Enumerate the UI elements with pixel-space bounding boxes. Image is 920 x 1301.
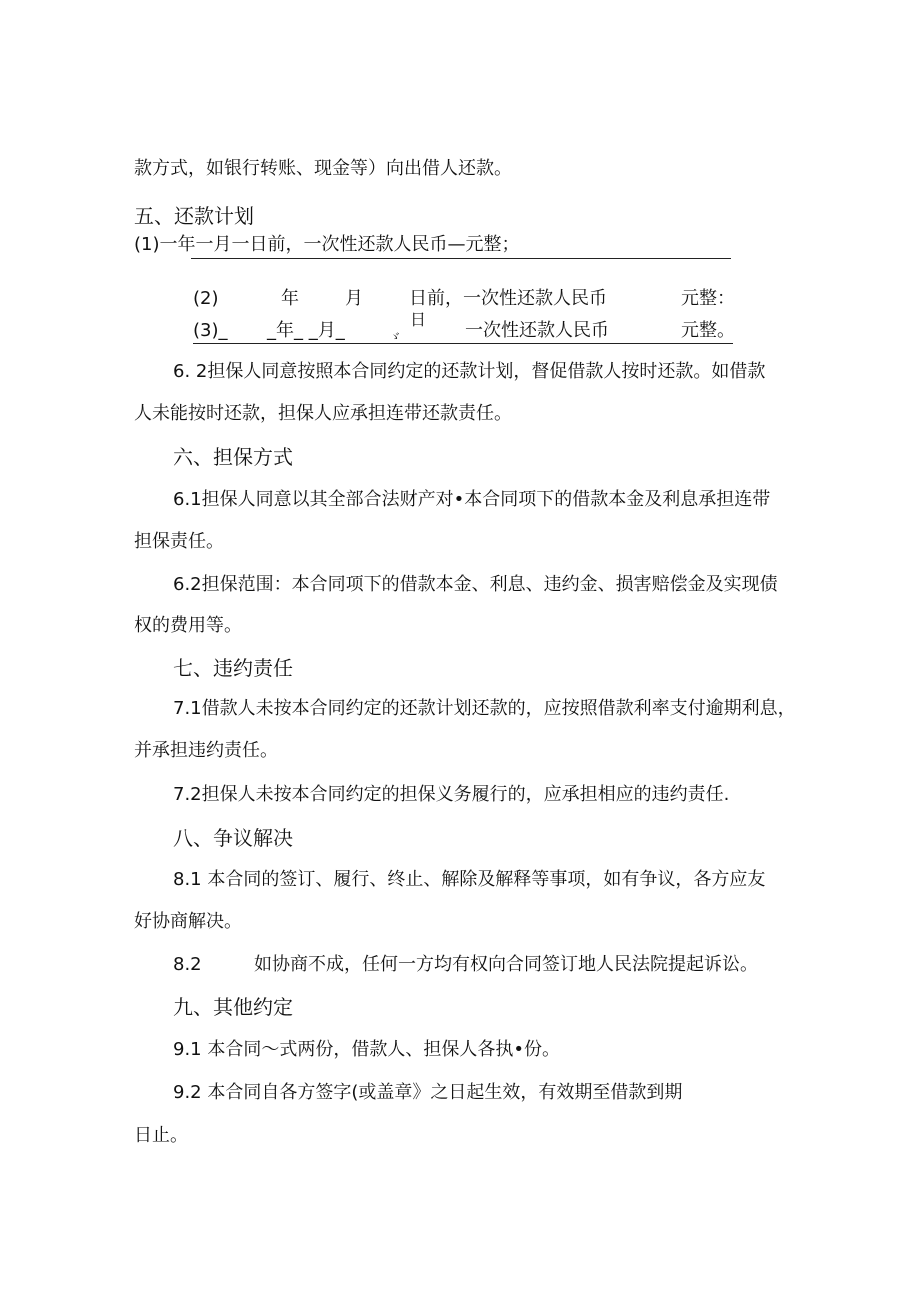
repayment-item-2-month: 月: [345, 288, 363, 309]
section-heading-8: 八、争议解决: [173, 826, 293, 850]
paragraph-line: 9.1 本合同～式两份，借款人、担保人各执•份。: [173, 1039, 560, 1060]
paragraph-line: 7.1借款人未按本合同约定的还款计划还款的，应按照借款利率支付逾期利息，: [173, 698, 796, 719]
repayment-item-3-symbol: ゞ: [389, 330, 402, 344]
paragraph-line: 7.2担保人未按本合同约定的担保义务履行的，应承担相应的违约责任.: [173, 784, 730, 805]
paragraph-line: 并承担违约责任。: [134, 740, 278, 761]
paragraph-line: 日止。: [134, 1125, 188, 1146]
section-heading-7: 七、违约责任: [173, 656, 293, 680]
repayment-item-2-index: (2): [193, 288, 219, 309]
repayment-item-3-pay: 一次性还款人民币: [465, 320, 609, 341]
repayment-item-2-day: 日前，一次性还款人民币: [409, 288, 607, 309]
clause-number: 8.2: [173, 954, 202, 975]
paragraph-line: 6. 2担保人同意按照本合同约定的还款计划，督促借款人按时还款。如借款: [173, 361, 766, 382]
paragraph-line: 款方式，如银行转账、现金等）向出借人还款。: [134, 158, 512, 179]
paragraph-line: 6.1担保人同意以其全部合法财产对•本合同项下的借款本金及利息承担连带: [173, 489, 771, 510]
section-heading-5: 五、还款计划: [134, 204, 254, 228]
paragraph-line: 权的费用等。: [134, 615, 242, 636]
repayment-item-3-day-mark: 日: [410, 310, 427, 329]
paragraph-line: 人未能按时还款，担保人应承担连带还款责任。: [134, 403, 512, 424]
paragraph-line: 如协商不成，任何一方均有权向合同签订地人民法院提起诉讼。: [254, 954, 758, 975]
repayment-item-2-year: 年: [281, 288, 299, 309]
section-heading-6: 六、担保方式: [173, 445, 293, 469]
repayment-item-1: (1)一年一月一日前，一次性还款人民币—元整；: [134, 234, 520, 255]
repayment-item-3-end: 元整。: [681, 320, 735, 341]
repayment-item-3-date: _年_ _月_: [267, 320, 345, 341]
underline: [191, 258, 731, 259]
paragraph-line: 好协商解决。: [134, 911, 242, 932]
paragraph-line: 9.2 本合同自各方签字(或盖章》之日起生效，有效期至借款到期: [173, 1082, 683, 1103]
paragraph-line: 6.2担保范围：本合同项下的借款本金、利息、违约金、损害赔偿金及实现债: [173, 574, 778, 595]
repayment-item-2-end: 元整：: [681, 288, 735, 309]
underline: [193, 343, 733, 344]
section-heading-9: 九、其他约定: [173, 995, 293, 1019]
paragraph-line: 8.1 本合同的签订、履行、终止、解除及解释等事项，如有争议，各方应友: [173, 869, 766, 890]
paragraph-line: 担保责任。: [134, 531, 224, 552]
repayment-item-3-index: (3)_: [193, 320, 228, 341]
